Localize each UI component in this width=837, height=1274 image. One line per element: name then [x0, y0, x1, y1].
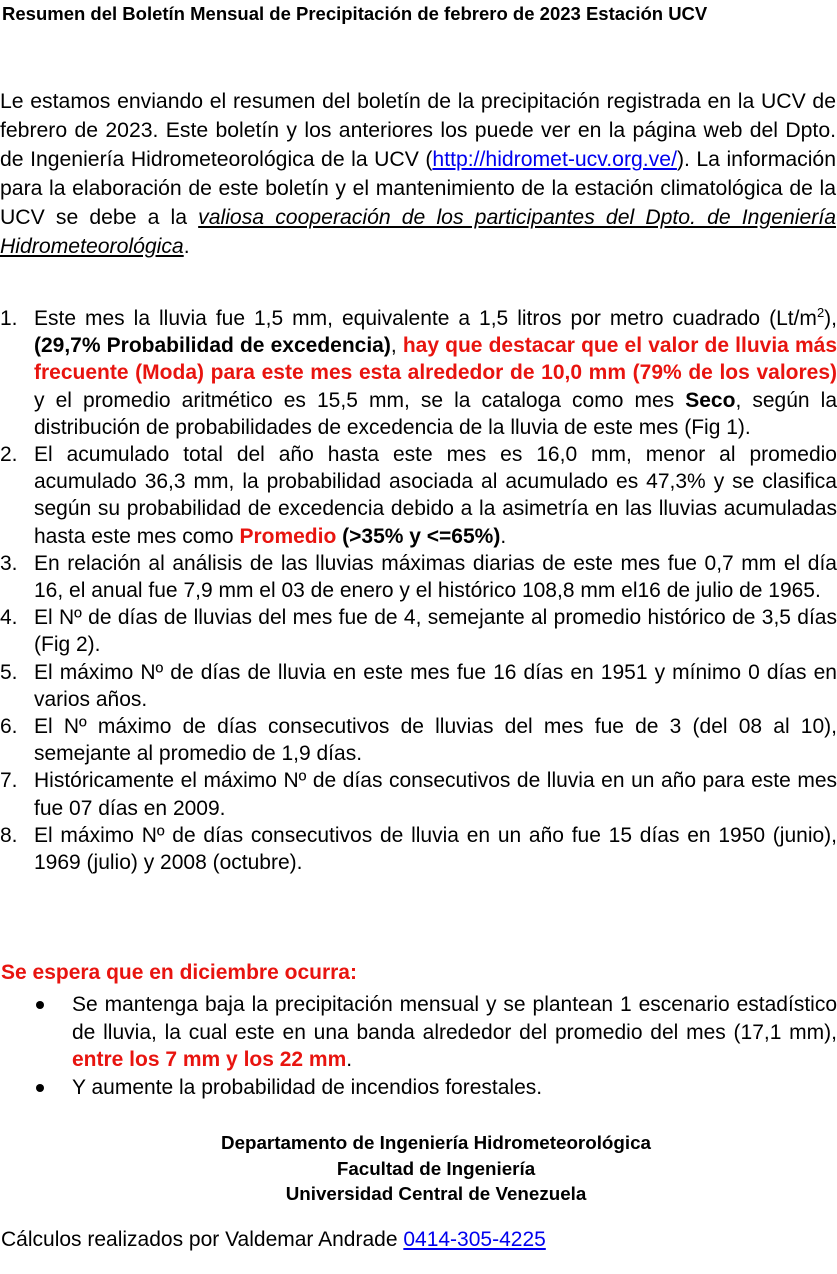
- list-item: [0, 713, 837, 767]
- list-item: [0, 822, 837, 876]
- exceedance-probability: (29,7% Probabilidad de excedencia): [34, 334, 391, 358]
- department-name: Departamento de Ingeniería Hidrometeorológica: [221, 1132, 651, 1153]
- item-text: Históricamente el máximo Nº de días consecutivos de lluvia en un año para este mes fue 07 días en 2009.: [34, 769, 837, 820]
- website-link[interactable]: http://hidromet-ucv.org.ve/: [432, 148, 677, 171]
- intro-emphasis: valiosa cooperación de los participantes del Dpto. de Ingeniería Hidrometeorológica: [0, 206, 837, 258]
- intro-text-3: .: [183, 235, 190, 258]
- credit-text: Cálculos realizados por Valdemar Andrade: [1, 1228, 404, 1251]
- intro-text-2: ). La información para la elaboración de este boletín y el mantenimiento de la estación climatológica de la UCV se debe a la: [0, 148, 836, 229]
- item-number: 3.: [0, 551, 18, 575]
- credit-line: [1, 1228, 546, 1252]
- list-item: [0, 659, 837, 713]
- item-number: 8.: [0, 823, 18, 847]
- item-text: En relación al análisis de las lluvias máximas diarias de este mes fue 0,7 mm el día 16, el anual fue 7,9 mm el 03 de enero y el histórico 108,8 mm el16 de julio de 1965.: [34, 551, 837, 603]
- forecast-heading: Se espera que en diciembre ocurra:: [1, 961, 357, 984]
- university-name: Universidad Central de Venezuela: [285, 1183, 587, 1204]
- item-number: 6.: [0, 715, 18, 739]
- list-item: [0, 550, 837, 604]
- item-text: Este mes la lluvia fue 1,5 mm, equivalente a 1,5 litros por metro cuadrado (Lt/m: [34, 307, 817, 330]
- item-text: El Nº máximo de días consecutivos de lluvias del mes fue de 3 (del 08 al 10), semejante al promedio de 1,9 días.: [34, 715, 837, 766]
- item-text: .: [500, 524, 507, 548]
- superscript: 2: [816, 305, 825, 320]
- item-text: ,: [390, 334, 403, 358]
- mode-highlight: hay que destacar que el valor de lluvia más frecuente (Moda) para este mes esta alrededor de 10,0 mm (79% de los valores): [34, 334, 837, 385]
- institution-footer: [0, 1130, 837, 1207]
- item-number: 5.: [0, 660, 18, 684]
- list-item: [0, 441, 837, 550]
- item-text: , según la distribución de probabilidades de excedencia de la lluvia de este mes (Fig 1).: [34, 388, 837, 439]
- findings-list: [0, 305, 837, 876]
- intro-paragraph: [0, 87, 836, 261]
- list-item: [0, 604, 837, 658]
- intro-text-1: Le estamos enviando el resumen del boletín de la precipitación registrada en la UCV de febrero de 2023. Este boletín y los anteriores los puede ver en la página web del Dpto. de Ingeniería Hidrometeorológica de la UCV (: [0, 90, 836, 171]
- list-item: [0, 767, 837, 821]
- item-text: El máximo Nº de días consecutivos de lluvia en un año fue 15 días en 1950 (junio), 1969 (julio) y 2008 (octubre).: [34, 823, 837, 875]
- bullet-icon: [36, 1001, 44, 1009]
- classification-range: (>35% y <=65%): [342, 524, 501, 548]
- list-item: [0, 305, 837, 441]
- item-text: .: [346, 1048, 353, 1071]
- item-number: 7.: [0, 769, 18, 793]
- phone-link[interactable]: 0414-305-4225: [403, 1228, 546, 1251]
- item-text: y el promedio aritmético es 15,5 mm, se la cataloga como mes: [34, 388, 686, 412]
- item-text: Y aumente la probabilidad de incendios forestales.: [72, 1075, 543, 1099]
- range-highlight: entre los 7 mm y los 22 mm: [72, 1048, 347, 1071]
- classification-highlight: Promedio: [239, 524, 337, 548]
- item-text: Se mantenga baja la precipitación mensual y se plantean 1 escenario estadístico de lluvia, la cual este en una banda alrededor del promedio del mes (17,1 mm),: [72, 993, 837, 1044]
- document-title: Resumen del Boletín Mensual de Precipitación de febrero de 2023 Estación UCV: [2, 3, 708, 24]
- item-text: El Nº de días de lluvias del mes fue de 4, semejante al promedio histórico de 3,5 días (Fig 2).: [34, 606, 837, 657]
- month-classification: Seco: [685, 388, 736, 412]
- item-text: El acumulado total del año hasta este mes es 16,0 mm, menor al promedio acumulado 36,3 mm, la probabilidad asociada al acumulado es 47,3% y se clasifica según su probabilidad de excedencia debido a la asimetría en las lluvias acumuladas hasta este mes como: [34, 443, 837, 548]
- item-number: 1.: [0, 307, 18, 330]
- item-number: 4.: [0, 606, 18, 630]
- list-item: [0, 991, 837, 1074]
- faculty-name: Facultad de Ingeniería: [336, 1157, 536, 1179]
- item-text: El máximo Nº de días de lluvia en este mes fue 16 días en 1951 y mínimo 0 días en varios años.: [34, 660, 837, 711]
- list-item: [0, 1074, 837, 1102]
- bullet-icon: [36, 1084, 44, 1092]
- forecast-list: [0, 991, 837, 1101]
- item-text: ),: [824, 307, 837, 330]
- item-number: 2.: [0, 443, 18, 467]
